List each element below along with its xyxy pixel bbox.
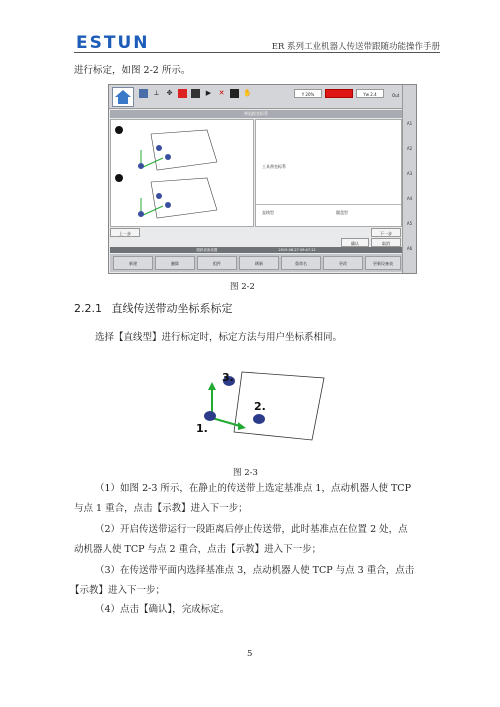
section-heading [74, 300, 233, 316]
component-button[interactable]: 组件 [197, 256, 237, 270]
new-button[interactable]: 新建 [113, 256, 153, 270]
step-1-line-2: 与点 1 重合，点击【示教】进入下一步； [74, 503, 248, 514]
figure-caption-2-2: 图 2-2 [230, 282, 255, 292]
alarm-field [325, 89, 353, 98]
intro-text: 进行标定，如图 2-2 所示。 [74, 65, 191, 76]
bottom-toolbar [110, 254, 402, 272]
point-label-3: 3. [222, 371, 234, 384]
point-label-2: 2. [254, 400, 266, 413]
next-button[interactable]: 下一步 [371, 228, 401, 237]
step-2-line-1: （2）开启传送带运行一段距离后停止传送带，此时基准点在位置 2 处，点 [95, 524, 408, 535]
status-bar [110, 247, 402, 253]
speed-field: Y 20% [294, 89, 322, 98]
speed-icon: ▶ [205, 89, 212, 97]
figure-caption-2-3: 图 2-3 [233, 468, 258, 478]
cancel-button[interactable]: 取消 [371, 238, 401, 247]
step-3-line-2: 【示教】进入下一步； [70, 585, 166, 596]
home-icon [112, 87, 134, 107]
section-title: 直线传送带动坐标系标定 [111, 302, 233, 315]
belt-frame-item[interactable]: 工具带坐标系 [262, 164, 286, 169]
step-2-line-2: 动机器人使 TCP 与点 2 重合，点击【示教】进入下一步； [74, 544, 322, 555]
calibration-options [255, 119, 402, 227]
out-label: Out [392, 93, 400, 98]
side-tab-a5[interactable]: A5 [406, 221, 413, 226]
toolbar [109, 85, 416, 109]
manual-title: ER 系列工业机器人传送带跟随功能操作手册 [271, 42, 440, 52]
axis-sidebar [402, 85, 416, 273]
calibration-points-diagram [196, 362, 332, 444]
move-icon: ✥ [166, 89, 173, 97]
header-rule [74, 52, 440, 53]
options-divider [256, 204, 401, 205]
page-number: 5 [247, 649, 253, 659]
confirm-button[interactable]: 确认 [341, 238, 369, 247]
modify-button[interactable]: 更改 [323, 256, 363, 270]
point-label-1: 1. [196, 422, 208, 435]
rename-button[interactable]: 重命名 [281, 256, 321, 270]
delete-button[interactable]: 删除 [155, 256, 195, 270]
step-3-line-1: （3）在传送带平面内选择基准点 3，点动机器人使 TCP 与点 3 重合，点击 [95, 565, 415, 576]
side-tab-a4[interactable]: A4 [406, 196, 413, 201]
conveyor-diagram [111, 120, 253, 226]
hand-icon: ✋ [243, 89, 252, 97]
section-paragraph: 选择【直线型】进行标定时，标定方法与用户坐标系相同。 [95, 332, 343, 343]
side-tab-a1[interactable]: A1 [406, 121, 413, 126]
brand-logo: ESTUN [76, 33, 150, 53]
side-tab-a3[interactable]: A3 [406, 171, 413, 176]
step-4: （4）点击【确认】，完成标定。 [95, 604, 230, 615]
program-icon [191, 89, 200, 98]
side-tab-a6[interactable]: A6 [406, 246, 413, 251]
section-number: 2.2.1 [74, 302, 102, 315]
linear-radio[interactable]: 直线型 [262, 210, 274, 215]
datetime: 2019-06-27 09:47:12 [278, 248, 316, 252]
panel-title: 带追踪坐标系 [110, 110, 402, 118]
disc-radio[interactable]: 圆盘型 [336, 210, 348, 215]
refresh-button[interactable]: 刷新 [239, 256, 279, 270]
stop-icon [178, 89, 187, 98]
coord-field: Yw 2.4 [356, 89, 384, 98]
mode-icon [230, 89, 239, 98]
calibration-illustration [110, 119, 254, 227]
status-text: 跟踪设备设置 [196, 248, 218, 252]
prev-button[interactable]: 上一步 [110, 228, 140, 237]
close-x-icon: ✕ [218, 89, 225, 97]
side-tab-a2[interactable]: A2 [406, 146, 413, 151]
axis-icon: ⟂ [154, 89, 159, 97]
step-1-line-1: （1）如图 2-3 所示，在静止的传送带上选定基准点 1，点动机器人使 TCP [95, 483, 411, 494]
robot-icon [139, 89, 148, 98]
pendant-screenshot [108, 84, 417, 274]
update-device-button[interactable]: 更新设备表 [365, 256, 401, 270]
